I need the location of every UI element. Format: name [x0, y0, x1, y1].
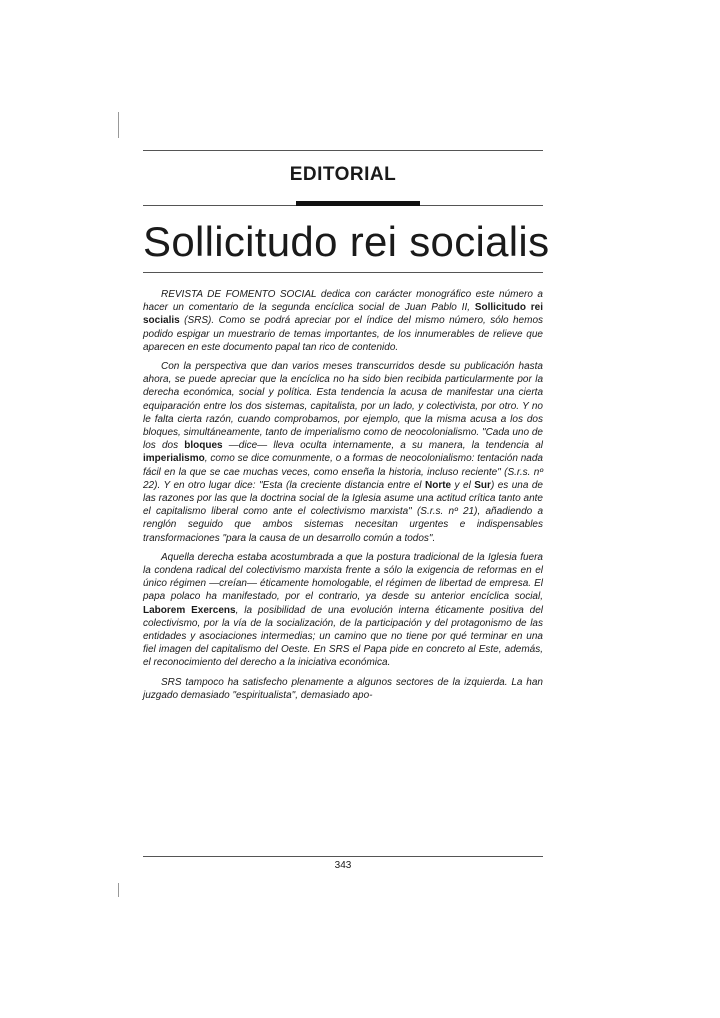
article-title: Sollicitudo rei socialis	[143, 218, 550, 265]
bold-term: Sur	[474, 479, 491, 491]
text-run: , la posibilidad de una evolución interna éticamente positiva del colectivismo, por la vía de la socialización, de la participación y del protagonismo de las entidades y asociaciones intermedias; un camino que no tiene por qué terminar en una fiel imagen del capitalismo del Oeste. En SRS el Papa pide en concreto al Este, además, el reconocimiento del derecho a la iniciativa económica.	[143, 604, 543, 669]
text-run: ) es una de las razones por las que la doctrina social de la Iglesia asume una actitud crítica tanto ante el capitalismo liberal como ante el colectivismo marxista" (S.r.s. nº 21), añadiendo a renglón seguido que ambos sistemas necesitan urgentes e indispensables transformaciones "para la causa de un desarrollo común a todos".	[143, 479, 543, 544]
bold-term: Sollicitudo rei socialis	[143, 302, 543, 327]
bold-term: Norte	[424, 479, 452, 491]
page-number: 343	[334, 860, 352, 871]
text-run: , como se dice comunmente, o a formas de neocolonialismo: tentación nada fácil en la que se cae muchas veces, como enseña la historia, incluso reciente" (S.r.s. nº 22). Y en otro lugar dice: "Esta (la creciente distancia entre el	[143, 453, 543, 491]
bold-term: imperialismo	[143, 453, 205, 465]
section-heading: EDITORIAL	[289, 164, 397, 185]
text-run: (SRS). Como se podrá apreciar por el índice del mismo número, sólo hemos podido espigar un muestrario de temas importantes, de los innumerables de relieve que aparecen en este documento papal tan rico de contenido.	[143, 315, 543, 353]
section-underline	[296, 201, 420, 206]
footer-rule	[143, 856, 543, 857]
text-run: SRS tampoco ha satisfecho plenamente a algunos sectores de la izquierda. La han juzgado demasiado "espiritualista", demasiado apo-	[143, 676, 543, 701]
article-body	[143, 288, 543, 708]
scan-mark	[118, 112, 119, 138]
bold-term: bloques	[184, 440, 223, 452]
paragraph	[143, 288, 543, 354]
text-run: REVISTA DE FOMENTO SOCIAL dedica con carácter monográfico este número a hacer un comentario de la segunda encíclica social de Juan Pablo II,	[143, 289, 543, 314]
paragraph	[143, 360, 543, 545]
top-rule	[143, 150, 543, 151]
paragraph	[143, 551, 543, 670]
paragraph	[143, 676, 543, 702]
text-run: Con la perspectiva que dan varios meses transcurridos desde su publicación hasta ahora, se puede apreciar que la encíclica no ha sido bien recibida particularmente por la derecha económica, social y política. Esta tendencia la acusa de manifestar una cierta equiparación entre los dos sistemas, capitalista, por un lado, y colectivista, por otro. Y no le falta cierta razón, cuando comprobamos, por ejemplo, que la misma acusa a los dos bloques, simultáneamente, tanto de imperialismo como de neocolonialismo. "Cada uno de los dos	[143, 361, 543, 452]
text-run: y el	[451, 479, 475, 491]
text-run: Aquella derecha estaba acostumbrada a que la postura tradicional de la Iglesia fuera la condena radical del colectivismo marxista frente a sólo la exigencia de reformas en el único régimen —creían— éticamente homologable, el régimen de libertad de empresa. El papa polaco ha manifestado, por el contrario, ya desde su anterior encíclica social,	[143, 551, 543, 603]
scan-mark	[118, 883, 119, 897]
bold-term: Laborem Exercens	[143, 604, 236, 616]
text-run: —dice— lleva oculta internamente, a su manera, la tendencia al	[222, 440, 543, 452]
title-rule	[143, 272, 543, 273]
